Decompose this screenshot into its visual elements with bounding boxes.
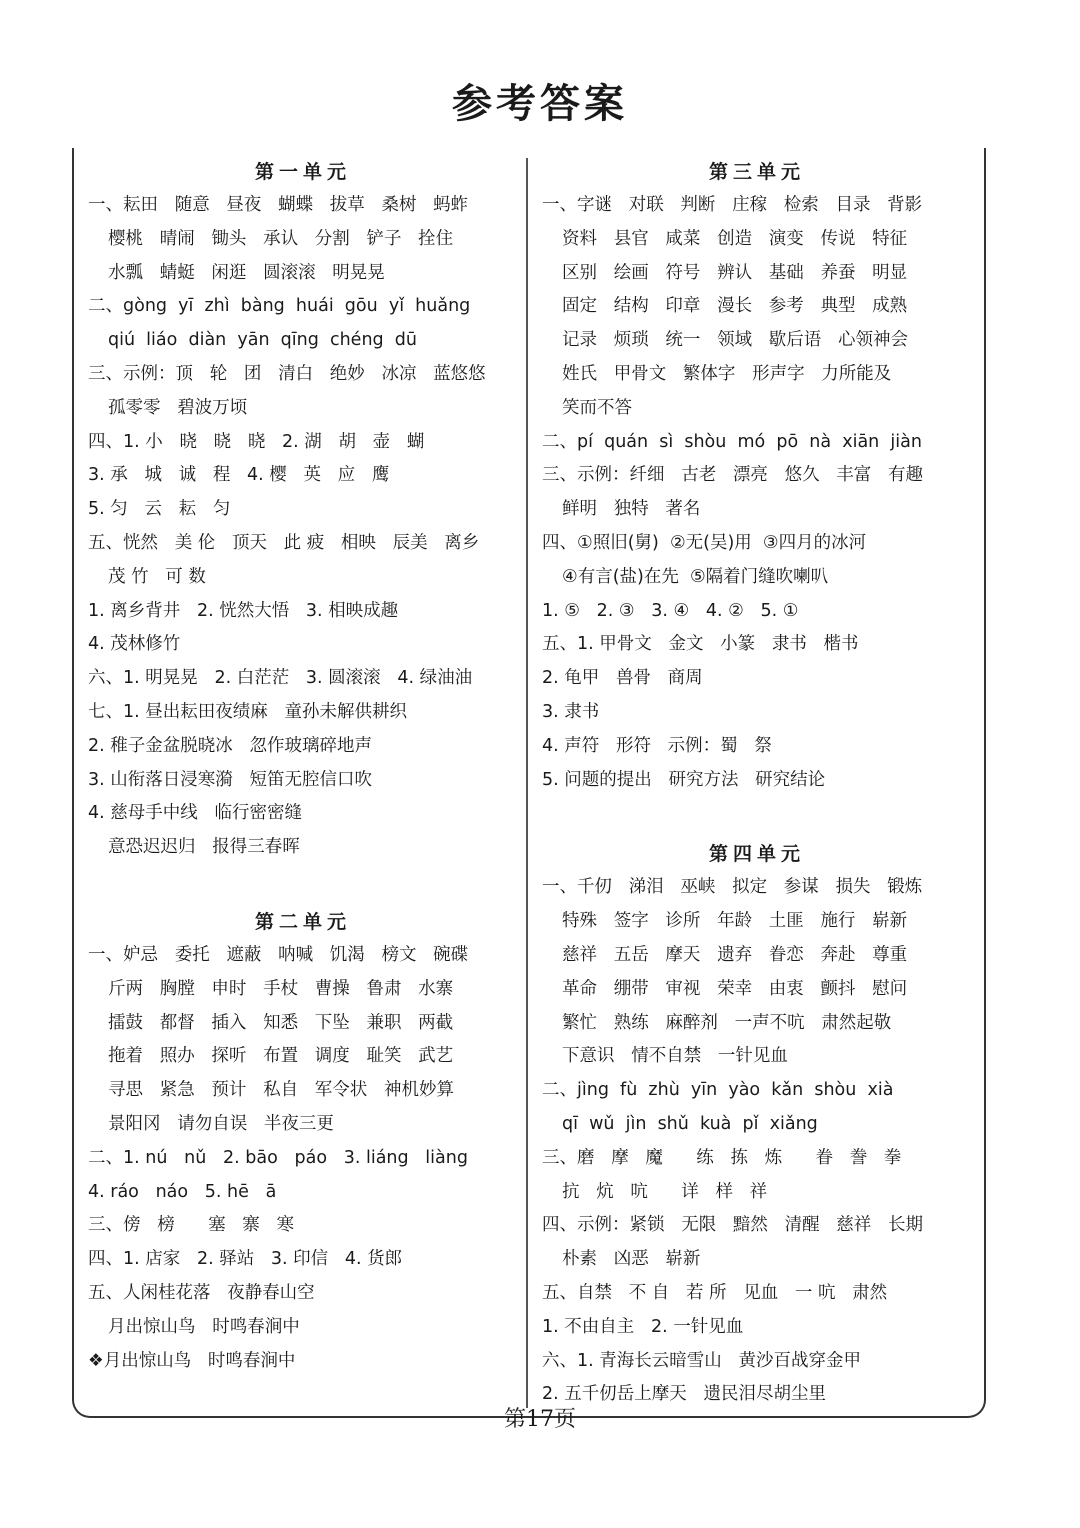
answer-line: 抗 炕 吭 详 样 祥 <box>562 1181 768 1202</box>
answer-line: 二、pí quán sì shòu mó pō nà xiān jiàn <box>542 431 922 452</box>
answer-line: 固定 结构 印章 漫长 参考 典型 成熟 <box>562 296 908 317</box>
answer-line: 五、恍然 美 伦 顶天 此 疲 相映 辰美 离乡 <box>88 532 480 553</box>
answer-line: 四、1. 店家 2. 驿站 3. 印信 4. 货郎 <box>88 1249 403 1270</box>
answer-line: 3. 承 城 诚 程 4. 樱 英 应 鹰 <box>88 465 390 486</box>
column-divider <box>526 158 528 1408</box>
answer-line: 一、妒忌 委托 遮蔽 呐喊 饥渴 榜文 碗碟 <box>88 944 469 965</box>
answer-line: 一、字谜 对联 判断 庄稼 检索 目录 背影 <box>542 195 923 215</box>
answer-line: 拖着 照办 探听 布置 调度 耻笑 武艺 <box>108 1046 454 1067</box>
answer-line: 1. 不由自主 2. 一针见血 <box>542 1316 744 1337</box>
answer-line: 朴素 凶恶 崭新 <box>562 1249 701 1270</box>
answer-line: 一、耘田 随意 昼夜 蝴蝶 拔草 桑树 蚂蚱 <box>88 195 469 215</box>
answer-line: 三、示例：纤细 古老 漂亮 悠久 丰富 有趣 <box>542 465 923 486</box>
answer-line: 斤两 胸膛 申时 手杖 曹操 鲁肃 水寨 <box>108 978 454 999</box>
unit-2 <box>88 905 518 1378</box>
answer-line: 月出惊山鸟 时鸣春涧中 <box>108 1316 300 1337</box>
answer-line: 4. 声符 形符 示例：蜀 祭 <box>542 735 772 756</box>
answer-line: 樱桃 晴闹 锄头 承认 分割 铲子 拴住 <box>108 228 454 249</box>
answer-line: 区别 绘画 符号 辨认 基础 养蚕 明显 <box>562 262 908 283</box>
answer-line: 二、gòng yī zhì bàng huái gōu yǐ huǎng <box>88 296 471 317</box>
right-column <box>542 155 972 1424</box>
answer-line: 资料 县官 咸菜 创造 演变 传说 特征 <box>562 228 908 249</box>
answer-line: 繁忙 熟练 麻醉剂 一声不吭 肃然起敬 <box>562 1012 892 1033</box>
answer-line: 四、①照旧(舅) ②无(吴)用 ③四月的冰河 <box>542 532 867 553</box>
answer-line: 4. 慈母手中线 临行密密缝 <box>88 803 302 824</box>
unit-1 <box>88 155 518 865</box>
answer-line: 2. 龟甲 兽骨 商周 <box>542 668 703 689</box>
answer-line: 一、千仞 涕泪 巫峡 拟定 参谋 损失 锻炼 <box>542 877 923 898</box>
answer-line: 五、自禁 不 自 若 所 见血 一 吭 肃然 <box>542 1282 888 1303</box>
answer-line: 三、磨 摩 魔 练 拣 炼 眷 誊 拳 <box>542 1147 902 1168</box>
answer-line: 意恐迟迟归 报得三春晖 <box>108 837 300 858</box>
answer-line: 孤零零 碧波万顷 <box>108 397 248 418</box>
answer-line: 景阳冈 请勿自误 半夜三更 <box>108 1113 334 1134</box>
answer-line: 1. ⑤ 2. ③ 3. ④ 4. ② 5. ① <box>542 600 799 621</box>
answer-line: 三、傍 榜 塞 寨 寒 <box>88 1215 294 1236</box>
answer-line: ④有言(盐)在先 ⑤隔着门缝吹喇叭 <box>562 566 829 587</box>
answer-line: 三、示例：顶 轮 团 清白 绝妙 冰凉 蓝悠悠 <box>88 363 486 384</box>
unit-title: 第一单元 <box>254 161 351 183</box>
answer-line: 七、1. 昼出耘田夜绩麻 童孙未解供耕织 <box>88 701 407 722</box>
answer-line: 茂 竹 可 数 <box>108 566 206 587</box>
answer-line: 六、1. 青海长云暗雪山 黄沙百战穿金甲 <box>542 1350 861 1371</box>
answer-line: 特殊 签字 诊所 年龄 土匪 施行 崭新 <box>562 911 908 932</box>
answer-line: 六、1. 明晃晃 2. 白茫茫 3. 圆滚滚 4. 绿油油 <box>88 668 473 689</box>
answer-line: 下意识 情不自禁 一针见血 <box>562 1046 788 1067</box>
answer-line: 擂鼓 都督 插入 知悉 下坠 兼职 两截 <box>108 1012 454 1033</box>
answer-line: 3. 山衔落日浸寒漪 短笛无腔信口吹 <box>88 769 372 790</box>
answer-line: 二、jìng fù zhù yīn yào kǎn shòu xià <box>542 1080 894 1101</box>
answer-line: 记录 烦琐 统一 领域 歇后语 心领神会 <box>562 330 908 351</box>
unit-title: 第三单元 <box>708 161 805 183</box>
answer-line: 姓氏 甲骨文 繁体字 形声字 力所能及 <box>562 363 892 384</box>
answer-line: 四、示例：紧锁 无限 黯然 清醒 慈祥 长期 <box>542 1215 923 1236</box>
answer-line: 5. 问题的提出 研究方法 研究结论 <box>542 769 826 790</box>
unit-title: 第二单元 <box>254 910 351 933</box>
answer-line: 4. ráo náo 5. hē ā <box>88 1181 277 1202</box>
answer-line: 慈祥 五岳 摩天 遗弃 眷恋 奔赴 尊重 <box>562 944 908 965</box>
answer-line: 四、1. 小 晓 晓 晓 2. 湖 胡 壶 蝴 <box>88 431 425 452</box>
page-number: 第17页 <box>504 1407 576 1432</box>
answer-line: qiú liáo diàn yān qīng chéng dū <box>108 330 417 351</box>
answer-line: 鲜明 独特 著名 <box>562 499 701 520</box>
answer-line: ❖月出惊山鸟 时鸣春涧中 <box>88 1350 296 1371</box>
answer-line: qī wǔ jìn shǔ kuà pǐ xiǎng <box>562 1113 818 1134</box>
answer-line: 五、人闲桂花落 夜静春山空 <box>88 1282 315 1303</box>
answer-line: 水瓢 蜻蜓 闲逛 圆滚滚 明晃晃 <box>108 262 385 283</box>
answer-line: 5. 匀 云 耘 匀 <box>88 499 231 520</box>
answer-line: 五、1. 甲骨文 金文 小篆 隶书 楷书 <box>542 634 859 655</box>
unit-title: 第四单元 <box>708 843 805 866</box>
left-column <box>88 155 518 1390</box>
answer-line: 二、1. nú nǔ 2. bāo páo 3. liáng liàng <box>88 1147 468 1168</box>
answer-line: 革命 绷带 审视 荣幸 由衷 颤抖 慰问 <box>562 978 908 999</box>
page-title: 参考答案 <box>452 81 628 127</box>
answer-line: 寻思 紧急 预计 私自 军令状 神机妙算 <box>108 1080 454 1101</box>
answer-line: 笑而不答 <box>562 397 632 418</box>
answer-line: 4. 茂林修竹 <box>88 634 181 655</box>
unit-3 <box>542 155 972 797</box>
answer-line: 2. 稚子金盆脱晓冰 忽作玻璃碎地声 <box>88 735 372 756</box>
answer-line: 3. 隶书 <box>542 701 600 722</box>
answer-line: 1. 离乡背井 2. 恍然大悟 3. 相映成趣 <box>88 600 399 621</box>
answer-line: 2. 五千仞岳上摩天 遗民泪尽胡尘里 <box>542 1384 826 1405</box>
unit-4 <box>542 837 972 1412</box>
